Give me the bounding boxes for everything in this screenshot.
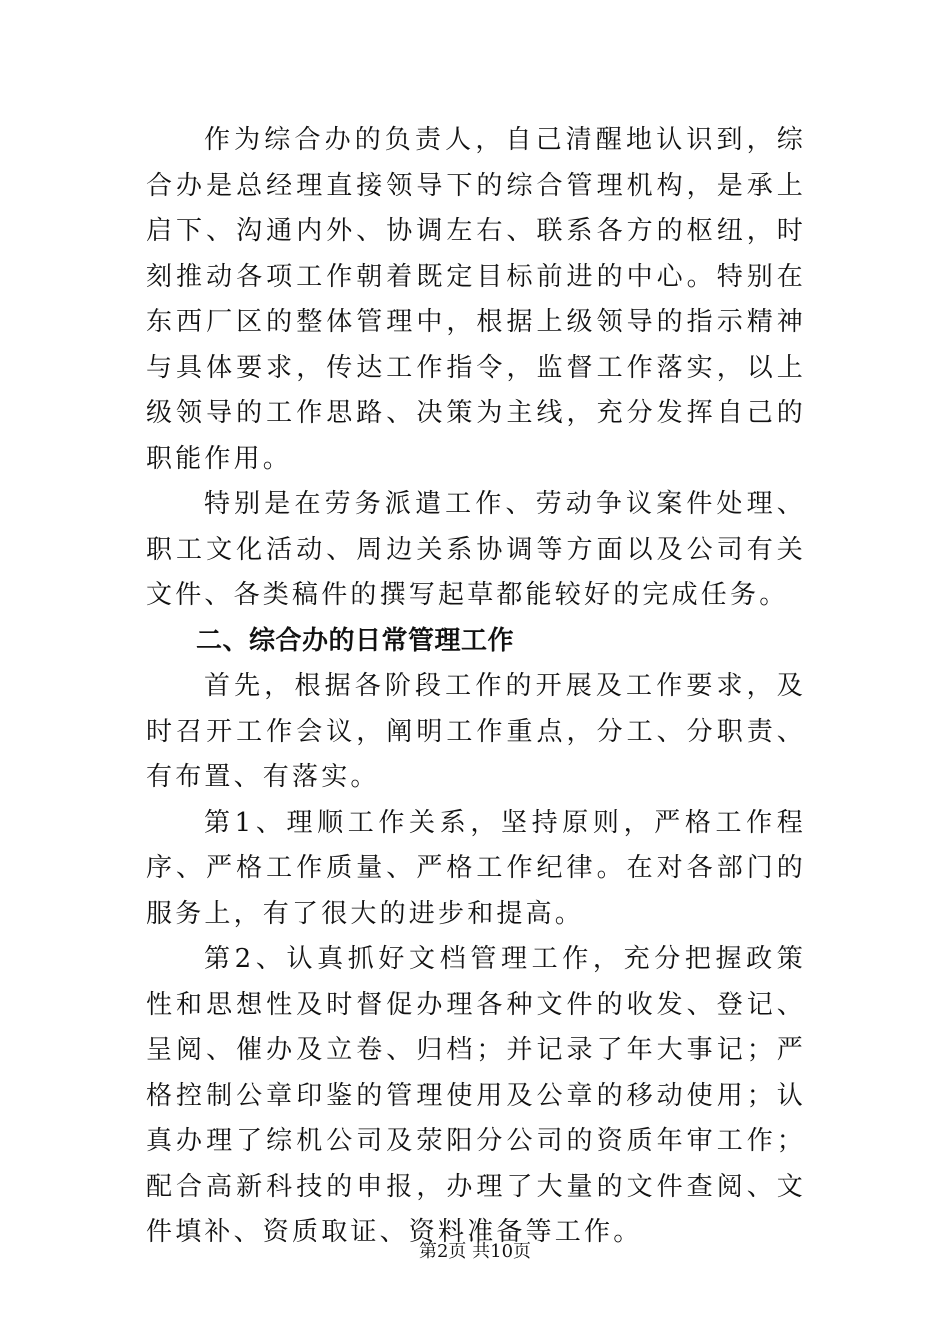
paragraph-item-2: 第2、认真抓好文档管理工作，充分把握政策性和思想性及时督促办理各种文件的收发、登记、呈阅、催办及立卷、归档；并记录了年大事记；严格控制公章印鉴的管理使用及公章的移动使用；认真办理了综机公司及荥阳分公司的资质年审工作；配合高新科技的申报，办理了大量的文件查阅、文件填补、资质取证、资料准备等工作。 (146, 944, 806, 1247)
paragraph-special-tasks: 特别是在劳务派遣工作、劳动争议案件处理、职工文化活动、周边关系协调等方面以及公司有关文件、各类稿件的撰写起草都能较好的完成任务。 (146, 489, 806, 610)
section-heading-daily-management: 二、综合办的日常管理工作 (196, 625, 515, 656)
paragraph-role-summary: 作为综合办的负责人，自己清醒地认识到，综合办是总经理直接领导下的综合管理机构，是承上启下、沟通内外、协调左右、联系各方的枢纽，时刻推动各项工作朝着既定目标前进的中心。特别在东西厂区的整体管理中，根据上级领导的指示精神与具体要求，传达工作指令，监督工作落实，以上级领导的工作思路、决策为主线，充分发挥自己的职能作用。 (146, 125, 806, 474)
page-number-footer: 第2页 共10页 (418, 1241, 532, 1262)
document-body (146, 118, 806, 1256)
paragraph-item-1: 第1、理顺工作关系，坚持原则，严格工作程序、严格工作质量、严格工作纪律。在对各部门的服务上，有了很大的进步和提高。 (146, 807, 806, 929)
paragraph-meetings: 首先，根据各阶段工作的开展及工作要求，及时召开工作会议，阐明工作重点，分工、分职责、有布置、有落实。 (146, 671, 806, 792)
